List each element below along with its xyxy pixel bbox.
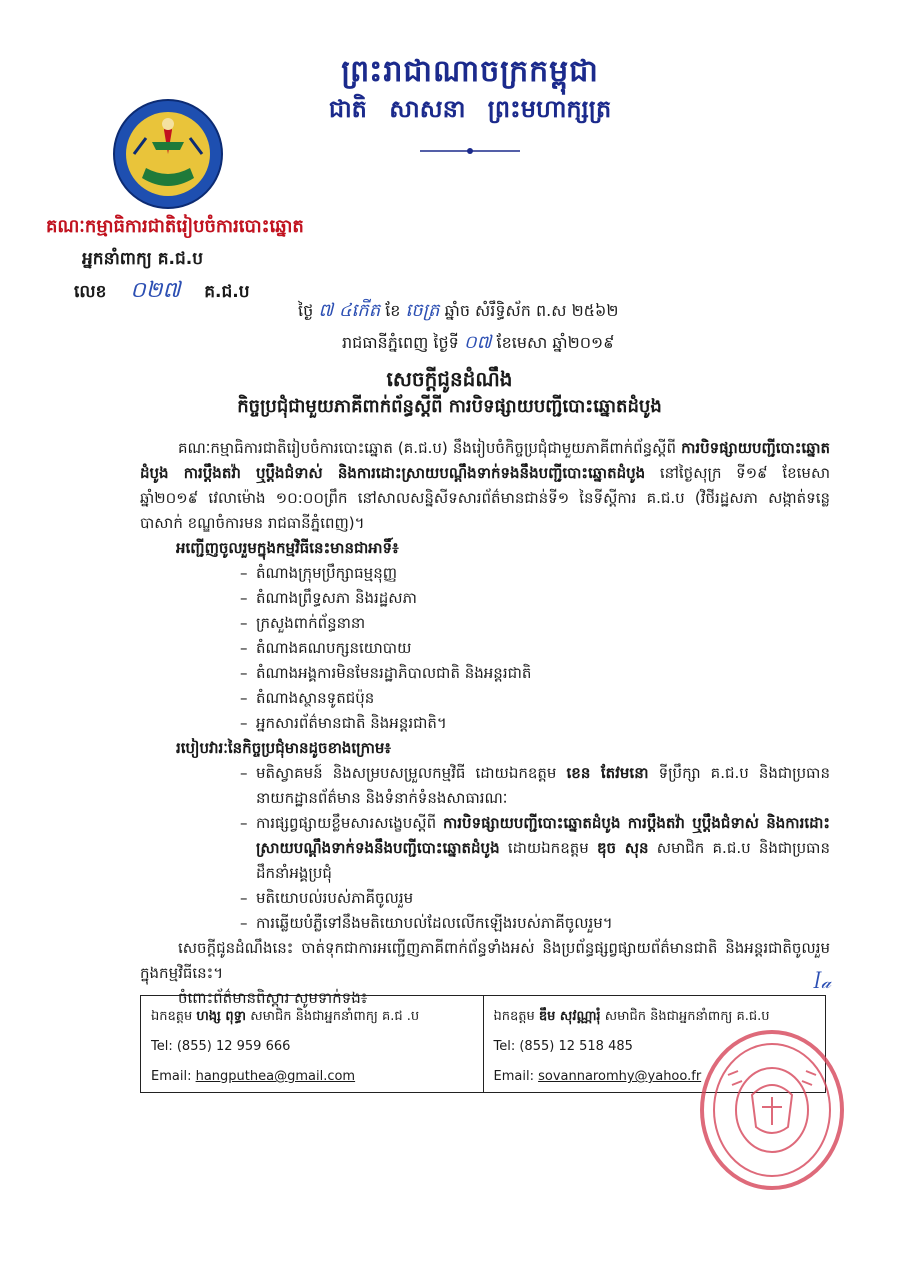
contact-card [141,996,483,1092]
intro-bold: ការបិទផ្សាយបញ្ជីបោះឆ្នោតដំបូង ការប្ដឹងតវ៉ា ឬប្ដឹងជំទាស់ និងការដោះស្រាយបណ្ដឹងទាក់ទងនឹងបញ្ជីបោះឆ្នោតដំបូង [140,439,830,482]
email-link[interactable]: sovannaromhy@yahoo.fr [538,1069,702,1084]
national-motto: ជាតិ សាសនា ព្រះមហាក្សត្រ [328,95,612,123]
intro-end: នៅថ្ងៃសុក្រ ទី១៩ ខែមេសា ឆ្នាំ២០១៩ វេលាម៉ោង ១០:០០ព្រឹក នៅសាលសន្និសីទសារព័ត៌មានជាន់ទី១ នៃទីស្ដីការ គ.ជ.ប (វិថីរដ្ឋសភា សង្កាត់ទន្លេបាសាក់ ខណ្ឌចំការមន រាជធានីភ្នំពេញ)។ [140,464,830,532]
kingdom-header [300,52,640,126]
agenda-item-comments: – មតិយោបល់របស់ភាគីចូលរួម [240,886,830,911]
list-item: – ក្រសួងពាក់ព័ន្ធនានា [240,611,830,636]
agenda-item-text: ការផ្សព្វផ្សាយខ្លឹមសារសង្ខេបស្ដីពី [256,814,437,832]
list-item: – អ្នកសារព័ត៌មានជាតិ និងអន្តរជាតិ។ [240,711,830,736]
agenda-list [140,761,830,936]
ref-number: ០២៧ [130,278,181,303]
official-name: ខេន តែវមនោ [566,764,649,782]
intro-start: គណៈកម្មាធិការជាតិរៀបចំការបោះឆ្នោត (គ.ជ.ប) នឹងរៀបចំកិច្ចប្រជុំជាមួយភាគីពាក់ព័ន្ធស្ដីពី [178,439,676,457]
email-label: Email: [493,1069,534,1084]
contact-intro: ចំពោះព័ត៌មានពិស្ដារ សូមទាក់ទង៖ [178,989,368,1007]
document-title: សេចក្ដីជូនដំណឹង [386,367,513,391]
contact-tel: Tel: (855) 12 518 485 [493,1039,633,1054]
ref-label: លេខ [74,282,107,302]
spokesperson-line: អ្នកនាំពាក្យ គ.ជ.ប [82,249,204,269]
nec-emblem-icon [112,98,224,210]
official-name: ឌុច សុន [596,839,649,857]
participants-heading: អញ្ជើញចូលរួមក្នុងកម្មវិធីនេះមានជាអាទិ៍៖ [176,539,399,557]
agenda-item-welcome [240,761,830,811]
contact-role: សមាជិក និងជាអ្នកនាំពាក្យ គ.ជ .ប [250,1009,420,1024]
participants-list [140,561,830,736]
contact-header [151,1002,473,1032]
agenda-item-text: មតិស្វាគមន៍ និងសម្របសម្រួលកម្មវិធី ដោយឯកឧត្ដម [256,764,557,782]
agenda-item-presentation [240,811,830,886]
ref-suffix: គ.ជ.ប [204,282,250,302]
signature-initials-icon: ꟾ𝒶 [814,972,831,993]
agenda-item-text: សមាជិក គ.ជ.ប និងជាប្រធានដឹកនាំអង្គប្រជុំ [256,839,830,882]
official-stamp-icon [688,1015,848,1195]
contact-prefix: ឯកឧត្ដម [151,1009,193,1024]
contact-name: ឌឹម សុវណ្ណារុំ [538,1009,601,1024]
agenda-item-bold: ការបិទផ្សាយបញ្ជីបោះឆ្នោតដំបូង ការប្ដឹងតវ៉ា ឬប្ដឹងជំទាស់ និងការដោះស្រាយបណ្ដឹងទាក់ទងនឹងបញ្ជីបោះឆ្នោតដំបូង [256,814,830,857]
contact-prefix: ឯកឧត្ដម [493,1009,535,1024]
list-item: – តំណាងព្រឹទ្ធសភា និងរដ្ឋសភា [240,586,830,611]
solar-date [342,330,615,357]
organization-name: គណៈកម្មាធិការជាតិរៀបចំការបោះឆ្នោត [46,216,304,237]
contact-tel: Tel: (855) 12 959 666 [151,1039,291,1054]
lunar-date [298,298,618,325]
intro-paragraph [140,436,830,536]
lunar-month-label: ខែ [385,301,401,320]
contact-role: សមាជិក និងជាអ្នកនាំពាក្យ គ.ជ.ប [604,1009,770,1024]
agenda-item-text: ដោយឯកឧត្ដម [507,839,589,857]
lunar-prefix: ថ្ងៃ [298,301,314,320]
lunar-month-handwritten: ចេត្រ [405,300,440,321]
agenda-item-text: ទីប្រឹក្សា គ.ជ.ប និងជាប្រធាននាយកដ្ឋានព័ត៌មាន និងទំនាក់ទំនងសាធារណៈ [256,764,830,807]
solar-month-year: ខែមេសា ឆ្នាំ២០១៩ [496,333,615,352]
solar-prefix: រាជធានីភ្នំពេញ ថ្ងៃទី [342,333,459,352]
closing-paragraph: សេចក្ដីជូនដំណឹងនេះ ចាត់ទុកជាការអញ្ជើញភាគីពាក់ព័ន្ធទាំងអស់ និងប្រព័ន្ធផ្សព្វផ្សាយព័ត៌មានជាតិ និងអន្តរជាតិចូលរួមក្នុងកម្មវិធីនេះ។ [140,939,830,982]
document-body [140,436,830,1011]
contact-name: ហង្ស ពុទ្ធា [196,1009,247,1024]
document-subtitle: កិច្ចប្រជុំជាមួយភាគីពាក់ព័ន្ធស្ដីពី ការបិទផ្សាយបញ្ជីបោះឆ្នោតដំបូង [237,396,662,417]
divider-ornament-icon [420,146,520,156]
reference-number-line [74,276,250,308]
agenda-item-responses: – ការឆ្លើយបំភ្លឺទៅនឹងមតិយោបល់ដែលលើកឡើងរបស់ភាគីចូលរួម។ [240,911,830,936]
list-item: – តំណាងស្ថានទូតជប៉ុន [240,686,830,711]
list-item: – តំណាងអង្គការមិនមែនរដ្ឋាភិបាលជាតិ និងអន្តរជាតិ [240,661,830,686]
email-link[interactable]: hangputhea@gmail.com [195,1069,356,1084]
list-item: – តំណាងក្រុមប្រឹក្សាធម្មនុញ្ញ [240,561,830,586]
contact-email-line [151,1062,473,1092]
lunar-year: ឆ្នាំច សំរឹទ្ធិស័ក ព.ស ២៥៦២ [444,301,619,320]
list-item: – តំណាងគណបក្សនយោបាយ [240,636,830,661]
agenda-heading: របៀបវារៈនៃកិច្ចប្រជុំមានដូចខាងក្រោម៖ [176,739,392,757]
email-label: Email: [151,1069,192,1084]
kingdom-title: ព្រះរាជាណាចក្រកម្ពុជា [341,54,599,89]
lunar-day-handwritten: ៧ ៤កើត [318,300,381,321]
solar-day-handwritten: ០៧ [463,332,492,353]
